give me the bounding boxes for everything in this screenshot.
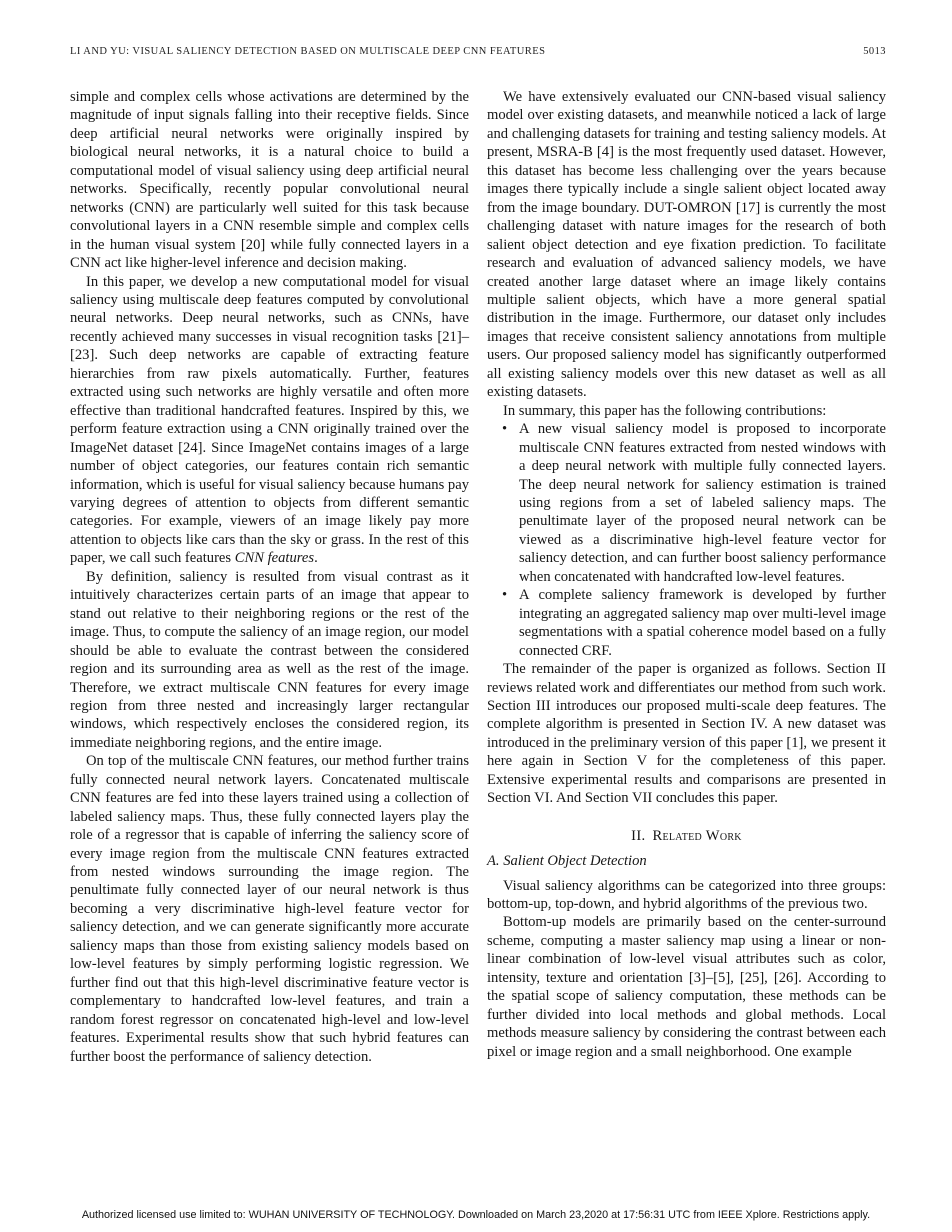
paragraph-text: In this paper, we develop a new computational model for visual saliency using multiscale deep features computed by convolutional neural networks. Deep neural networks, such as CNNs, have recently achieved many successes in visual recognition tasks [21]–[23]. Such deep networks are capable of extracting feature hierarchies from raw pixels automatically. Further, features extracted using such networks are highly versatile and often more effective than traditional handcrafted features. Inspired by this, we perform feature extraction using a CNN originally trained over the ImageNet dataset [24]. Since ImageNet contains images of a large number of object categories, our features contain rich semantic information, which is useful for visual saliency because humans pay varying degrees of attention to objects from different semantic categories. For example, viewers of an image likely pay more attention to objects like cars than the sky or grass. In the rest of this paper, we call such features bbox=[70, 273, 469, 567]
contribution-item: • A new visual saliency model is proposed to incorporate multiscale CNN features extracted from nested windows with a deep neural network with multiple fully connected layers. The deep neural network for saliency estimation is trained using regions from a set of labeled saliency maps. The penultimate layer of the proposed neural network can be viewed as a discriminative high-level feature vector for saliency detection, and can further boost saliency performance when concatenated with handcrafted low-level features. bbox=[487, 420, 886, 586]
license-text: Authorized licensed use limited to: WUHAN UNIVERSITY OF TECHNOLOGY. Downloaded on March 23,2020 at 17:56:31 UTC from IEEE Xplore. Restrictions apply. bbox=[81, 1209, 871, 1221]
paragraph-evaluation-datasets: We have extensively evaluated our CNN-based visual saliency model over existing datasets, and meanwhile noticed a lack of large and challenging datasets for training and testing saliency models. At present, MSRA-B [4] is the most frequently used dataset. However, this dataset has become less challenging over the years because images there typically include a single salient object located away from the image boundary. DUT-OMRON [17] is currently the most challenging dataset with nature images for the research of both salient object detection and eye fixation prediction. To facilitate research and evaluation of advanced saliency models, we have created another large dataset where an image likely contains multiple salient objects, which have a more general spatial distribution in the image. Furthermore, our dataset only includes images that receive consistent saliency annotations from multiple users. Our proposed saliency model has significantly outperformed all existing saliency models over this new dataset as well as all existing datasets. bbox=[487, 89, 886, 401]
right-column bbox=[487, 88, 886, 1066]
page-number: 5013 bbox=[863, 46, 886, 57]
section-number: II. bbox=[631, 827, 646, 844]
section-title: Related Work bbox=[652, 827, 742, 844]
paragraph-saliency-definition: By definition, saliency is resulted from visual contrast as it intuitively characterizes certain parts of an image that appear to stand out relative to their neighboring regions or the rest of the image. Thus, to compute the saliency of an image region, our model should be able to evaluate the contrast between the considered region and its surrounding area as well as the rest of the image. Therefore, we extract multiscale CNN features for every image region from three nested and increasingly larger rectangular windows, which respectively encloses the considered region, its immediate neighboring regions, and the entire image. bbox=[70, 568, 469, 751]
running-head bbox=[70, 46, 886, 57]
subsection-heading-salient-object-detection: A. Salient Object Detection bbox=[487, 853, 647, 870]
contributions-list bbox=[487, 420, 886, 660]
paragraph-text-end: . bbox=[314, 550, 318, 567]
two-column-body bbox=[70, 88, 886, 1066]
paragraph-fully-connected-layers: On top of the multiscale CNN features, our method further trains fully connected neural network layers. Concatenated multiscale CNN features are fed into these layers trained using a collection of labeled saliency maps. Thus, these fully connected layers play the role of a regressor that is capable of inferring the saliency score of every image region from the multiscale CNN features extracted from nested windows surrounding the image region. The penultimate fully connected layer of our neural network is thus becoming a very discriminative high-level feature vector for saliency detection, and we can generate significantly more accurate saliency maps than those from existing saliency models based on low-level features by simply performing logistic regression. We further find out that this high-level discriminative feature vector is complementary to handcrafted low-level features, and train a random forest regressor on concatenated high-level and low-level features. Experimental results show that such hybrid features can further boost the performance of saliency detection. bbox=[70, 753, 469, 1065]
emphasis-cnn-features: CNN features bbox=[234, 550, 315, 567]
license-footer bbox=[30, 1209, 922, 1221]
paragraph-paper-organization: The remainder of the paper is organized as follows. Section II reviews related work and differentiates our method from such work. Section III introduces our proposed multi-scale deep features. The complete algorithm is presented in Section IV. A new dataset was introduced in the preliminary version of this paper [1], we present it here again in Section V for the completeness of this paper. Extensive experimental results and comparisons are presented in Section VI. And Section VII concludes this paper. bbox=[487, 661, 886, 807]
paragraph-algorithm-groups: Visual saliency algorithms can be categorized into three groups: bottom-up, top-down, and hybrid algorithms of the previous two. bbox=[487, 877, 886, 913]
contribution-item: • A complete saliency framework is developed by further integrating an aggregated saliency map over multi-level image segmentations with a spatial coherence model based on a fully connected CRF. bbox=[487, 586, 886, 660]
left-column bbox=[70, 88, 469, 1066]
running-title: LI AND YU: VISUAL SALIENCY DETECTION BASED ON MULTISCALE DEEP CNN FEATURES bbox=[70, 46, 546, 57]
paragraph-contributions-lead: In summary, this paper has the following contributions: bbox=[503, 402, 827, 419]
paragraph-bottom-up-models: Bottom-up models are primarily based on the center-surround scheme, computing a master saliency map using a linear or non-linear combination of low-level visual attributes such as color, intensity, texture and orientation [3]–[5], [25], [26]. According to the spatial scope of saliency computation, these methods can be further divided into local methods and global methods. Local methods measure saliency by considering the contrast between each pixel or image region and a small neighborhood. One example bbox=[487, 914, 886, 1060]
paragraph-model-overview bbox=[70, 273, 469, 568]
section-heading-related-work bbox=[487, 827, 886, 845]
paragraph-intro-continuation: simple and complex cells whose activations are determined by the magnitude of input signals falling into their receptive fields. Since deep artificial neural networks were originally inspired by biological neural networks, it is a natural choice to build a computational model of visual saliency using deep artificial neural networks. Specifically, recently popular convolutional neural networks (CNN) are particularly well suited for this task because convolutional layers in a CNN resemble simple and complex cells in the human visual system [20] while fully connected layers in a CNN act like higher-level inference and decision making. bbox=[70, 89, 469, 272]
